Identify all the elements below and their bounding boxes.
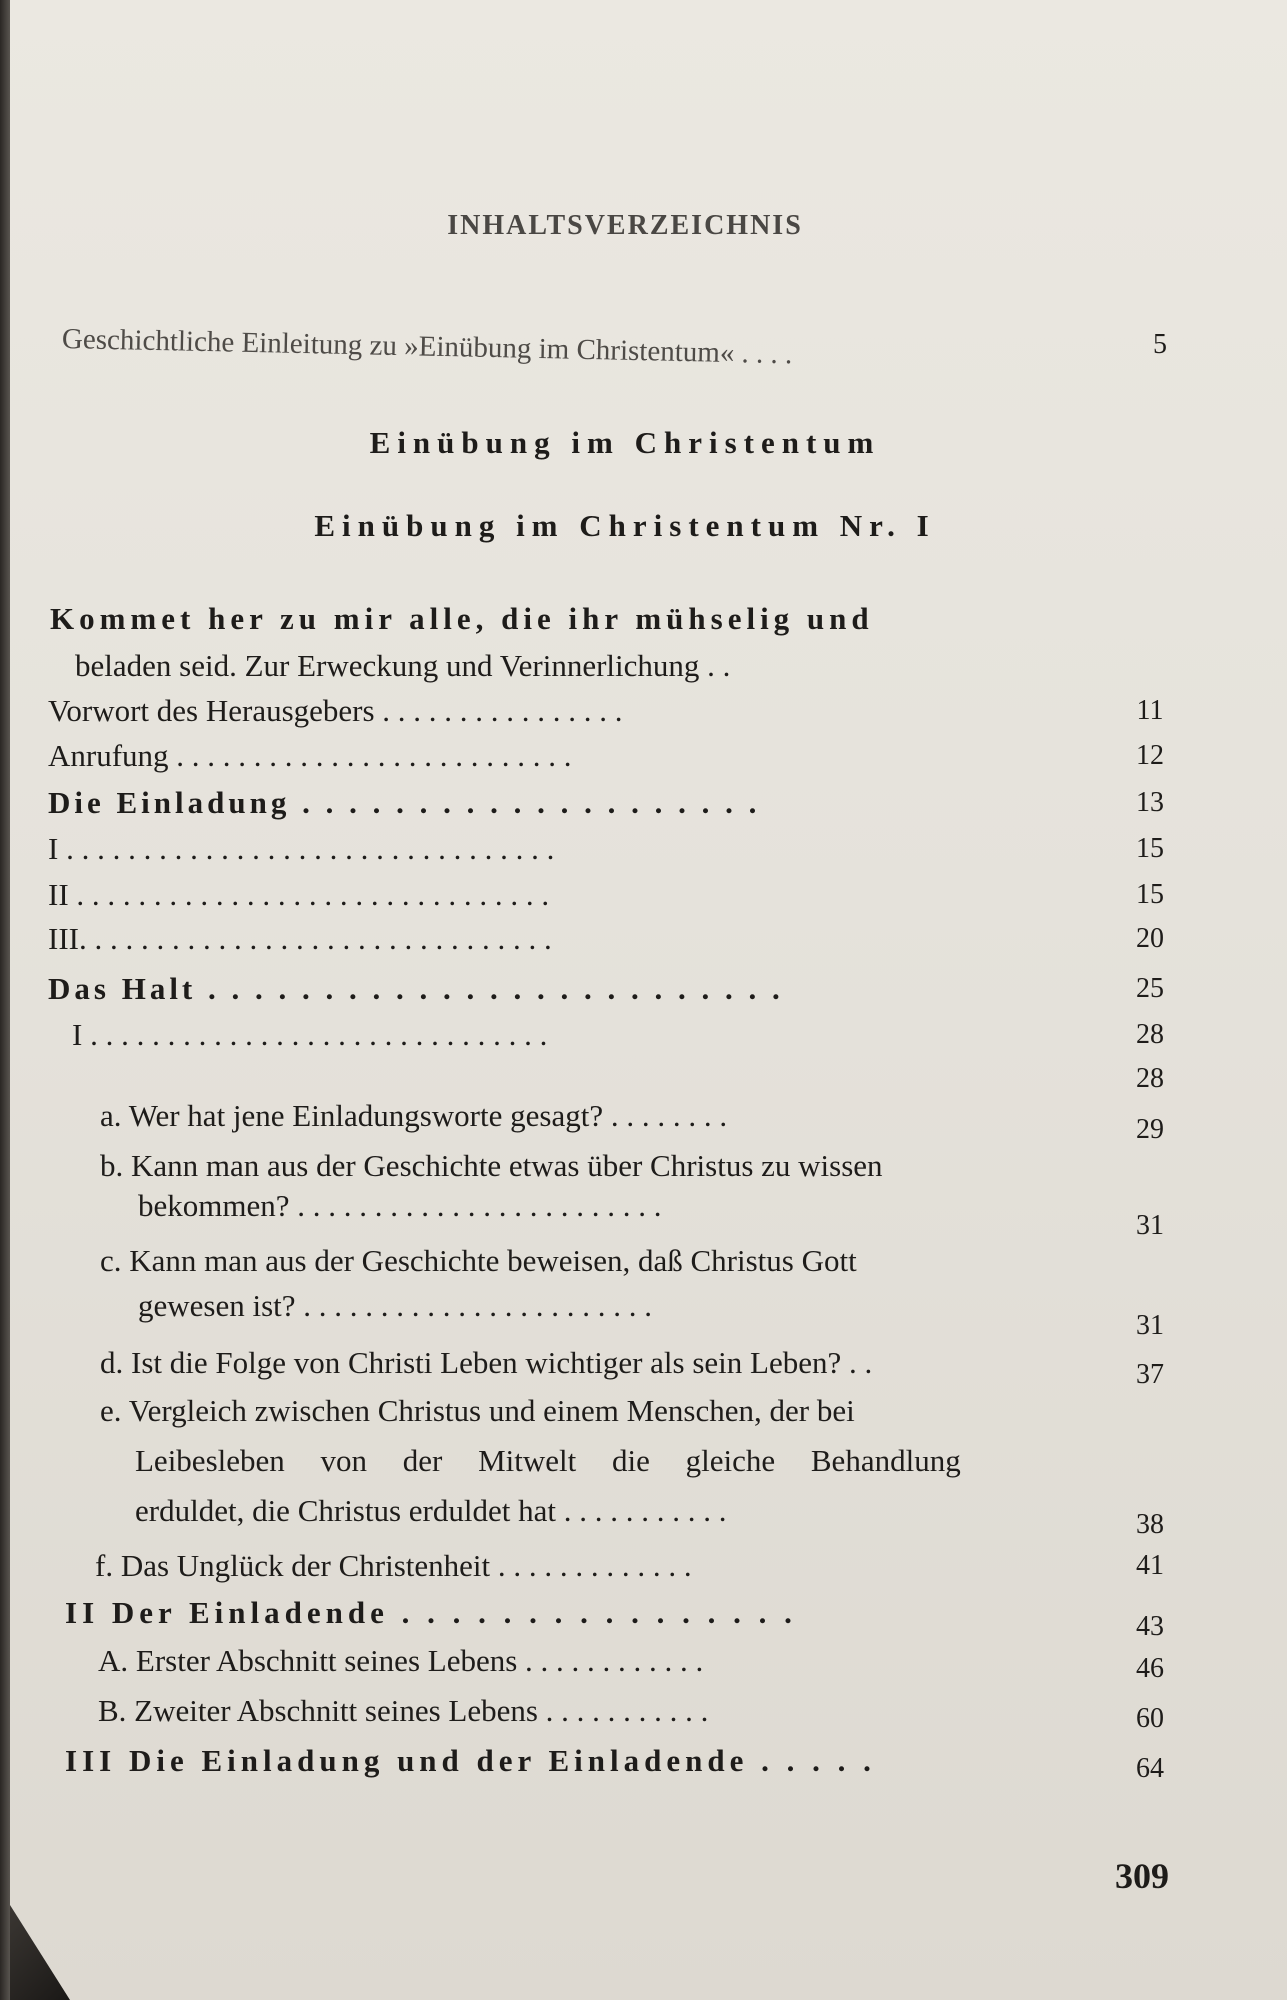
- toc-section-label-1: Kommet her zu mir alle, die ihr mühselig und: [50, 601, 874, 636]
- toc-entry-intro: [10, 318, 1250, 371]
- toc-entry-page: 15: [1136, 833, 1164, 864]
- toc-entry-label: Geschichtliche Einleitung zu »Einübung im Christentum« . . . .: [61, 323, 793, 371]
- toc-entry-page: 37: [1136, 1359, 1164, 1390]
- toc-entry: [10, 1640, 1250, 1686]
- toc-entry-label: c. Kann man aus der Geschichte beweisen, daß Christus Gott: [100, 1243, 857, 1278]
- toc-entry-page: 11: [1136, 695, 1164, 726]
- toc-entry-label: A. Erster Abschnitt seines Lebens . . . . . . . . . . . .: [98, 1643, 704, 1678]
- toc-entry-label: e. Vergleich zwischen Christus und einem Menschen, der bei: [100, 1393, 855, 1428]
- toc-entry-label: Das Halt . . . . . . . . . . . . . . . . . . . . . . . . .: [48, 971, 784, 1006]
- toc-entry-page: 64: [1136, 1753, 1164, 1784]
- toc-entry-label: f. Das Unglück der Christenheit . . . . . . . . . . . . .: [95, 1548, 692, 1583]
- toc-entry: [10, 735, 1250, 781]
- toc-entry-page: 12: [1136, 740, 1164, 771]
- toc-section-line-1: [10, 598, 1250, 644]
- toc-entry: [10, 1185, 1250, 1241]
- toc-entry-label: gewesen ist? . . . . . . . . . . . . . . . . . . . . . . .: [138, 1288, 653, 1323]
- toc-entry-page: 28: [1136, 1063, 1164, 1094]
- toc-section-line-2: [10, 645, 1250, 691]
- toc-entry: [10, 1390, 1250, 1436]
- toc-entry-page: 43: [1136, 1611, 1164, 1642]
- toc-entry-label: bekommen? . . . . . . . . . . . . . . . . . . . . . . . .: [138, 1188, 662, 1223]
- toc-entry-label: III. . . . . . . . . . . . . . . . . . . . . . . . . . . . . . .: [48, 921, 552, 956]
- book-page: [10, 0, 1287, 2000]
- toc-entry-label: I . . . . . . . . . . . . . . . . . . . . . . . . . . . . . . . .: [48, 831, 555, 866]
- toc-section-label-2: beladen seid. Zur Erweckung und Verinnerlichung . .: [75, 648, 731, 683]
- toc-entry-label: I . . . . . . . . . . . . . . . . . . . . . . . . . . . . . .: [72, 1017, 548, 1052]
- toc-entry: [10, 1592, 1250, 1642]
- toc-entry-page: 15: [1136, 879, 1164, 910]
- toc-entry: [10, 1342, 1250, 1388]
- toc-entry: [10, 1014, 1250, 1060]
- toc-entry-label: Vorwort des Herausgebers . . . . . . . . . . . . . . . .: [48, 693, 623, 728]
- toc-entry: [10, 1740, 1250, 1786]
- toc-entry-page: 31: [1136, 1310, 1164, 1341]
- toc-entry-label: Leibesleben von der Mitwelt die gleiche Behandlung: [135, 1443, 961, 1478]
- toc-entry-label: a. Wer hat jene Einladungsworte gesagt? . . . . . . . .: [100, 1098, 728, 1133]
- toc-entry-page: 5: [1153, 329, 1167, 360]
- toc-entry-page: 31: [1136, 1210, 1164, 1241]
- toc-heading: INHALTSVERZEICHNIS: [447, 210, 803, 241]
- toc-entry-page: 28: [1136, 1019, 1164, 1050]
- toc-entry-page: 41: [1136, 1550, 1164, 1581]
- toc-entry: [10, 918, 1250, 964]
- toc-entry: [10, 1095, 1250, 1145]
- toc-entry-label: Anrufung . . . . . . . . . . . . . . . . . . . . . . . . . .: [48, 738, 572, 773]
- page-number: 309: [1115, 1856, 1169, 1896]
- toc-entry-label: II . . . . . . . . . . . . . . . . . . . . . . . . . . . . . . .: [48, 877, 550, 912]
- toc-entry: [10, 782, 1250, 828]
- toc-entry: [10, 828, 1250, 874]
- toc-entry-page: 46: [1136, 1653, 1164, 1684]
- book-title: Einübung im Christentum: [369, 425, 881, 460]
- toc-entry-label: B. Zweiter Abschnitt seines Lebens . . . . . . . . . . .: [98, 1693, 709, 1728]
- toc-entry: [10, 690, 1250, 736]
- toc-entry-page: 38: [1136, 1509, 1164, 1540]
- toc-entry-label: Die Einladung . . . . . . . . . . . . . . . . . . . .: [48, 785, 761, 820]
- toc-entry-label: d. Ist die Folge von Christi Leben wichtiger als sein Leben? . .: [100, 1345, 873, 1380]
- toc-entry: [10, 968, 1250, 1014]
- toc-entry-page: 20: [1136, 923, 1164, 954]
- toc-entry-page: 29: [1136, 1114, 1164, 1145]
- toc-entry: [10, 874, 1250, 920]
- toc-entry: [10, 1440, 1250, 1486]
- toc-entry: [10, 1240, 1250, 1286]
- toc-entry-page: 60: [1136, 1703, 1164, 1734]
- toc-entry: [10, 1285, 1250, 1341]
- toc-entry-label: b. Kann man aus der Geschichte etwas über Christus zu wissen: [100, 1148, 883, 1183]
- toc-entry: [10, 1545, 1250, 1591]
- toc-entry-label: III Die Einladung und der Einladende . . . . .: [65, 1743, 876, 1778]
- toc-entry-label: II Der Einladende . . . . . . . . . . . . . . . .: [65, 1595, 797, 1630]
- toc-entry: [10, 1490, 1250, 1540]
- toc-entry-page: 25: [1136, 973, 1164, 1004]
- toc-entry: [10, 1690, 1250, 1736]
- book-subtitle: Einübung im Christentum Nr. I: [314, 508, 936, 543]
- toc-entry-label: erduldet, die Christus erduldet hat . . . . . . . . . . .: [135, 1493, 727, 1528]
- page-corner-shadow: [10, 1905, 70, 2000]
- toc-entry-page: 13: [1136, 787, 1164, 818]
